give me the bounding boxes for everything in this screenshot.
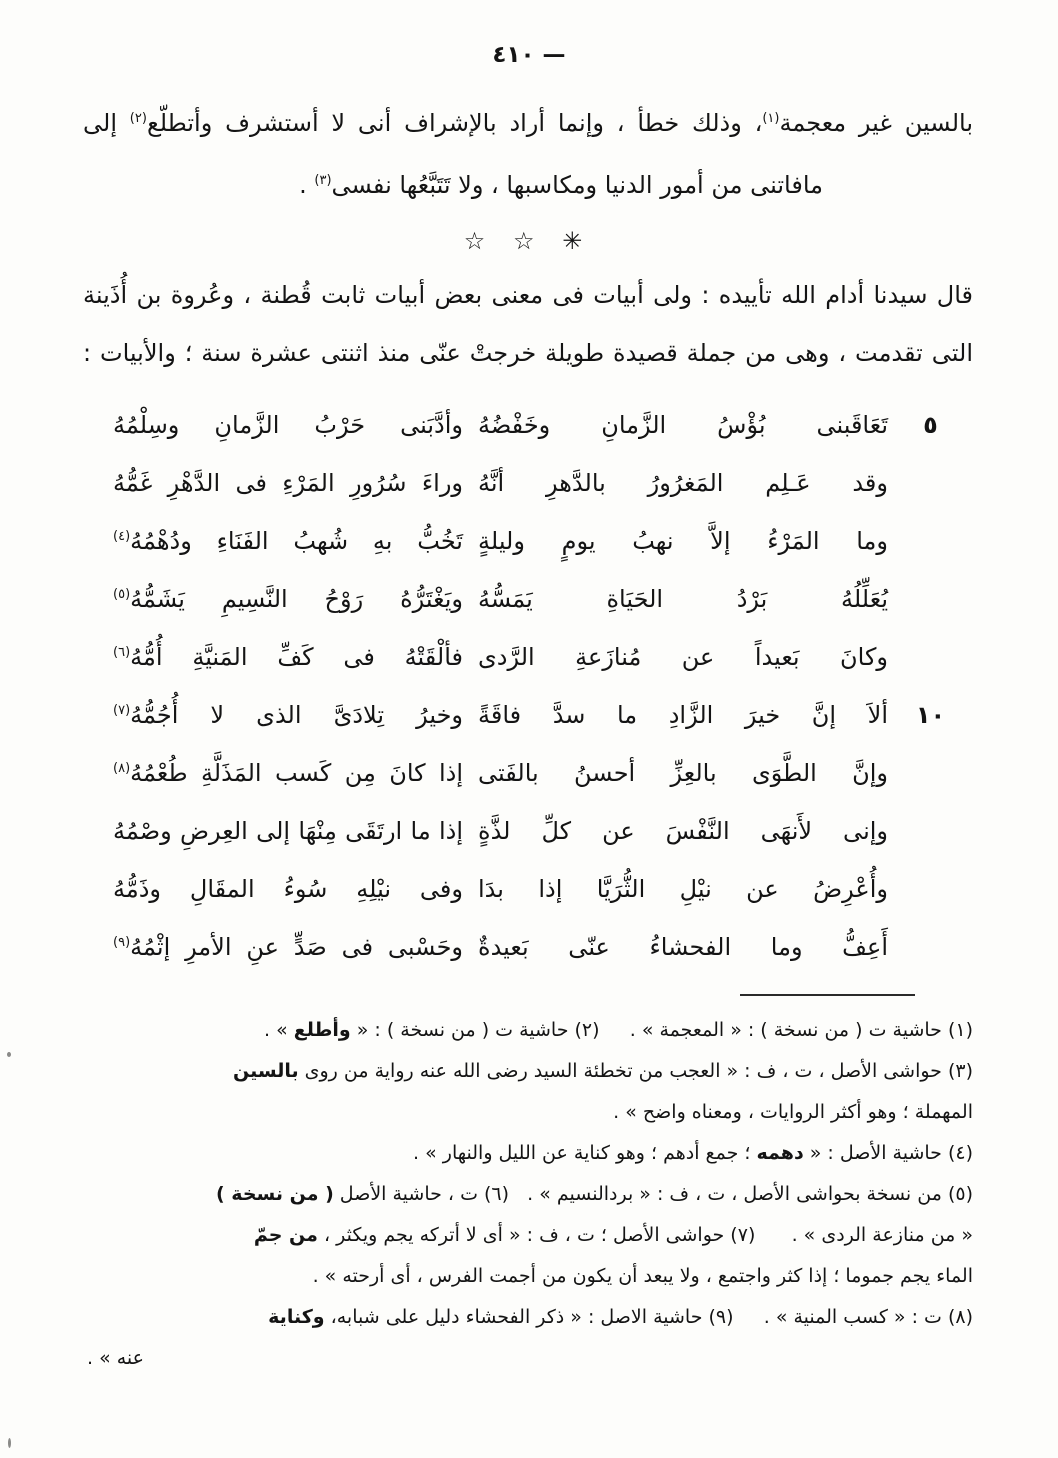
footnote-ref: (٣)	[314, 173, 332, 188]
hemistich-right: وإنَّ الطَّوَى بالعِزِّ أحسنُ بالفَتى	[478, 759, 888, 787]
text-segment: وحَسْبى فى صَدٍّ عنِ الأمرِ إثْمُهُ	[130, 933, 463, 961]
footnote-ref: (٨)	[113, 761, 131, 776]
page-number	[0, 0, 1058, 68]
hemistich-left	[113, 686, 463, 744]
text-segment: وراءَ سُرُورِ المَرْءِ فى الدَّهْرِ غَمُّهُ	[113, 469, 463, 497]
verse-row	[83, 860, 973, 918]
intro-paragraph	[83, 92, 973, 216]
text-segment: تَخُبُّ بهِ شُهبُ الفَنَاءِ ودُهْمُهُ	[130, 527, 463, 555]
text-segment: (١) حاشية ت ( من نسخة ) : « المعجمة » . (٢) حاشية ت ( من نسخة ) : «	[350, 1019, 973, 1041]
text-segment: من جمّ	[253, 1224, 318, 1246]
text-segment: وأطلع	[293, 1019, 351, 1041]
text-line	[83, 324, 973, 382]
text-segment: ويَغْتَرُّهُ رَوْحُ النَّسِيمِ يَشَمُّهُ	[130, 585, 463, 613]
section-separator	[83, 218, 973, 264]
text-line	[83, 266, 973, 324]
page-content	[83, 92, 973, 1379]
hemistich-left	[113, 802, 463, 860]
text-segment: عنه » .	[87, 1347, 144, 1369]
hemistich-right: تَعَاقَبنى بُؤْسُ الزَّمانِ وخَفْضُهُ	[478, 411, 888, 439]
text-line	[83, 1051, 973, 1092]
text-line	[83, 1174, 973, 1215]
hemistich-right: وأُعْرِضُ عن نيْلِ الثُّرَيَّا إذا بدَا	[478, 875, 888, 903]
text-line	[83, 1092, 973, 1133]
verse-row	[83, 628, 973, 686]
text-line	[83, 1133, 973, 1174]
hemistich-right: وما المَرْءُ إلاَّ نهبُ يومٍ وليلةٍ	[478, 527, 888, 555]
text-line	[83, 1297, 973, 1338]
hemistich-right: يُعَلِّلُهُ بَرْدُ الحَيَاةِ يَمَسُّهُ	[478, 585, 888, 613]
scan-artifact	[7, 1052, 11, 1057]
hemistich-right: ألاَ إنَّ خيرَ الزَّادِ ما سدَّ فاقَةً	[478, 701, 888, 729]
page-number-text: ٤١٠ —	[492, 42, 566, 68]
scan-artifact	[8, 1438, 11, 1448]
verse-number: ١٠	[915, 701, 946, 729]
text-segment: إذا ما ارتَقَى مِنْهَا إلى العِرضِ وصْمُهُ	[113, 817, 463, 845]
stars-ornament: ✳ ☆ ☆	[463, 227, 593, 255]
hemistich-left	[113, 628, 463, 686]
verse-row	[83, 686, 973, 744]
verse-row	[83, 802, 973, 860]
poem	[83, 396, 973, 976]
footnote-separator-rule	[740, 994, 915, 996]
verse-row	[83, 396, 973, 454]
text-segment: دهمه	[756, 1142, 804, 1164]
text-segment: (٥) من نسخة بحواشى الأصل ، ت ، ف : « بردالنسيم » . (٦) ت ، حاشية الأصل	[333, 1183, 973, 1205]
text-segment: المهملة ؛ وهو أكثر الروايات ، ومعناه واضح » .	[613, 1101, 973, 1123]
text-segment: مافاتنى من أمور الدنيا ومكاسبها ، ولا تَتَبَّعُها نفسى	[331, 171, 823, 199]
text-segment: » .	[263, 1019, 294, 1041]
text-segment: بالسين غير معجمة	[779, 109, 973, 137]
text-line	[83, 92, 973, 154]
text-segment: إلى	[83, 109, 130, 137]
footnotes	[83, 1010, 973, 1379]
hemistich-left	[113, 570, 463, 628]
footnote-ref: (١)	[762, 111, 780, 126]
text-segment: ( من نسخة )	[216, 1183, 334, 1205]
verse-row	[83, 918, 973, 976]
verse-row	[83, 454, 973, 512]
text-segment: ؛ جمع أدهم ؛ وهو كناية عن الليل والنهار » .	[413, 1142, 757, 1164]
footnote-ref: (٤)	[113, 529, 131, 544]
text-line	[83, 1215, 973, 1256]
text-segment: وكناية	[268, 1306, 325, 1328]
footnote-ref: (٦)	[113, 645, 131, 660]
preamble-paragraph	[83, 266, 973, 382]
text-segment: التى تقدمت ، وهى من جملة قصيدة طويلة خرجتْ عنّى منذ اثنتى عشرة سنة ؛ والأبيات :	[83, 339, 973, 367]
verse-number: ٥	[923, 411, 938, 439]
text-segment: قال سيدنا أدام الله تأييده : ولى أبيات فى معنى بعض أبيات ثابت قُطنة ، وعُروة بن أُذَينة	[83, 281, 973, 309]
text-segment: « من منازعة الردى » . (٧) حواشى الأصل ؛ ت ، ف : « أى لا أتركه يجم ويكثر ،	[317, 1224, 973, 1246]
verse-row	[83, 512, 973, 570]
text-segment: بالسين	[233, 1060, 299, 1082]
footnote-ref: (٩)	[113, 935, 131, 950]
footnote-ref: (٢)	[129, 111, 147, 126]
hemistich-right: وكانَ بَعيداً عن مُنازَعةِ الرَّدى	[478, 643, 888, 671]
verse-row	[83, 570, 973, 628]
hemistich-right: وإنى لأَنهَى النَّفْسَ عن كلِّ لذَّةٍ	[478, 817, 888, 845]
text-line	[83, 154, 973, 216]
text-line	[83, 1010, 973, 1051]
text-segment: ، وذلك خطأ ، وإنما أراد بالإشراف أنى لا أستشرف وأتطلّع	[146, 109, 763, 137]
text-line	[83, 1338, 973, 1379]
text-segment: (٣) حواشى الأصل ، ت ، ف : « العجب من تخطئة السيد رضى الله عنه رواية من روى	[298, 1060, 973, 1082]
hemistich-left	[113, 512, 463, 570]
text-segment: .	[299, 171, 315, 199]
text-segment: فألْقَتْهُ فى كَفِّ المَنيَّةِ أُمُّهُ	[130, 643, 463, 671]
hemistich-right: أَعِفُّ وما الفحشاءُ عنّى بَعيدةٌ	[478, 933, 888, 961]
hemistich-right: وقد عَـلِم المَغرُورُ بالدَّهرِ أنَّهُ	[478, 469, 888, 497]
hemistich-left	[113, 918, 463, 976]
hemistich-left	[113, 744, 463, 802]
hemistich-left	[113, 396, 463, 454]
text-segment: إذا كانَ مِن كَسب المَذَلَّةِ طُعْمُهُ	[130, 759, 463, 787]
text-segment: وفى نيْلِهِ سُوءُ المقَالِ وذَمُّهُ	[113, 875, 463, 903]
footnote-ref: (٥)	[113, 587, 131, 602]
text-segment: (٨) ت : « كسب المنية » . (٩) حاشية الاصل : « ذكر الفحشاء دليل على شبابه،	[324, 1306, 973, 1328]
hemistich-left	[113, 860, 463, 918]
verse-row	[83, 744, 973, 802]
text-segment: الماء يجم جموما ؛ إذا كثر واجتمع ، ولا يبعد أن يكون من أجمت الفرس ، أى أرحته » .	[312, 1265, 973, 1287]
text-line	[83, 1256, 973, 1297]
text-segment: وخيرُ تِلادَىَّ الذى لا أُجُمُّهُ	[130, 701, 463, 729]
text-segment: وأدَّبَنى حَرْبُ الزَّمانِ وسِلْمُهُ	[113, 411, 463, 439]
hemistich-left	[113, 454, 463, 512]
text-segment: (٤) حاشية الأصل : «	[803, 1142, 973, 1164]
footnote-ref: (٧)	[113, 703, 131, 718]
